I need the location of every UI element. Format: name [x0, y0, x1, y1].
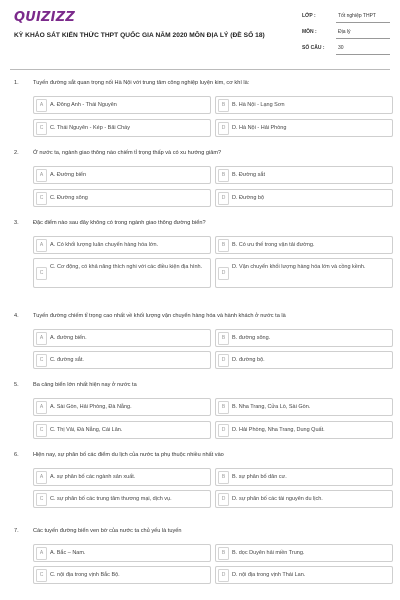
option-text: C. Thị Vải, Đà Nẵng, Cái Lân.: [50, 427, 123, 433]
option-text: A. Bắc – Nam.: [50, 550, 86, 556]
option-a[interactable]: [33, 398, 211, 416]
meta-underline: [336, 54, 390, 55]
option-letter: C: [36, 122, 47, 135]
option-letter: B: [218, 471, 229, 484]
option-letter: B: [218, 332, 229, 345]
meta-underline: [336, 38, 390, 39]
option-letter: D: [218, 569, 229, 582]
question-text: Tuyến đường sắt quan trọng nối Hà Nội với trung tâm công nghiệp luyện kim, cơ khí là:: [33, 80, 250, 86]
option-c[interactable]: [33, 351, 211, 369]
option-b[interactable]: [215, 96, 393, 114]
option-d[interactable]: [215, 119, 393, 137]
option-b[interactable]: [215, 166, 393, 184]
worksheet-title: KỲ KHẢO SÁT KIẾN THỨC THPT QUỐC GIA NĂM 2020 MÔN ĐỊA LÝ (ĐỀ SỐ 18): [14, 32, 265, 39]
option-a[interactable]: [33, 236, 211, 254]
question-number: 6.: [14, 452, 19, 458]
question-text: Ở nước ta, ngành giao thông nào chiếm tỉ trọng thấp và có xu hướng giảm?: [33, 150, 222, 156]
question-number: 4.: [14, 313, 19, 319]
option-a[interactable]: [33, 329, 211, 347]
option-a[interactable]: [33, 544, 211, 562]
question-number: 3.: [14, 220, 19, 226]
option-a[interactable]: [33, 96, 211, 114]
option-letter: B: [218, 99, 229, 112]
option-text: C. đường sắt.: [50, 357, 84, 363]
option-text: B. Có ưu thế trong vận tải đường.: [232, 242, 315, 248]
meta-value: 30: [338, 45, 344, 51]
meta-label: SỐ CÂU :: [302, 45, 325, 51]
question-number: 2.: [14, 150, 19, 156]
worksheet-meta: [302, 13, 390, 61]
meta-row-subject: [302, 29, 390, 45]
option-text: D. Hải Phòng, Nha Trang, Dung Quất.: [232, 427, 325, 433]
option-letter: A: [36, 401, 47, 414]
meta-row-question-count: [302, 45, 390, 61]
option-letter: A: [36, 547, 47, 560]
option-text: D. nội địa trong vịnh Thái Lan.: [232, 572, 306, 578]
option-b[interactable]: [215, 329, 393, 347]
option-b[interactable]: [215, 398, 393, 416]
option-letter: D: [218, 122, 229, 135]
option-text: C. Thái Nguyên - Kép - Bãi Cháy: [50, 125, 130, 131]
option-text: A. Sài Gòn, Hải Phòng, Đà Nẵng.: [50, 404, 132, 410]
option-text: B. sự phân bố dân cư.: [232, 474, 287, 480]
quizizz-logo: QUIZIZZ: [14, 10, 75, 25]
option-text: A. Đường biển: [50, 172, 87, 178]
option-letter: D: [218, 192, 229, 205]
option-b[interactable]: [215, 544, 393, 562]
option-d[interactable]: [215, 189, 393, 207]
option-b[interactable]: [215, 236, 393, 254]
option-text: C. sự phân bố các trung tâm thương mại, dịch vụ.: [50, 496, 172, 502]
meta-label: LỚP :: [302, 13, 316, 19]
meta-row-class: [302, 13, 390, 29]
option-letter: C: [36, 424, 47, 437]
question-number: 5.: [14, 382, 19, 388]
option-letter: B: [218, 239, 229, 252]
option-a[interactable]: [33, 166, 211, 184]
option-text: D. Hà Nội - Hải Phòng: [232, 125, 287, 131]
option-d[interactable]: [215, 421, 393, 439]
option-letter: A: [36, 169, 47, 182]
question-text: Tuyến đường chiếm tỉ trọng cao nhất về khối lượng vận chuyển hàng hóa và hành khách ở nước ta là: [33, 313, 286, 319]
meta-value: Địa lý: [338, 29, 351, 35]
option-letter: C: [36, 569, 47, 582]
option-letter: C: [36, 192, 47, 205]
option-b[interactable]: [215, 468, 393, 486]
meta-underline: [336, 22, 390, 23]
option-text: D. sự phân bố các tài nguyên du lịch.: [232, 496, 323, 502]
option-letter: B: [218, 547, 229, 560]
option-d[interactable]: [215, 566, 393, 584]
option-letter: C: [36, 354, 47, 367]
option-text: D. Vận chuyển khối lượng hàng hóa lớn và cồng kềnh.: [232, 264, 366, 270]
question-number: 1.: [14, 80, 19, 86]
option-text: B. dọc Duyên hải miền Trung.: [232, 550, 305, 556]
option-text: D. Đường bộ: [232, 195, 265, 201]
option-text: D. đường bộ.: [232, 357, 265, 363]
option-letter: D: [218, 354, 229, 367]
option-a[interactable]: [33, 468, 211, 486]
option-text: B. đường sông.: [232, 335, 271, 341]
meta-label: MÔN :: [302, 29, 317, 35]
option-letter: D: [218, 267, 229, 280]
question-text: Đặc điểm nào sau đây không có trong ngành giao thông đường biển?: [33, 220, 206, 226]
question-text: Các tuyến đường biển ven bờ của nước ta chủ yếu là tuyến: [33, 528, 182, 534]
option-letter: B: [218, 401, 229, 414]
option-letter: A: [36, 332, 47, 345]
option-text: A. Có khối lượng luân chuyển hàng hóa lớn.: [50, 242, 159, 248]
option-text: A. sự phân bố các ngành sản xuất.: [50, 474, 136, 480]
option-d[interactable]: [215, 258, 393, 288]
option-d[interactable]: [215, 490, 393, 508]
option-letter: D: [218, 493, 229, 506]
option-c[interactable]: [33, 566, 211, 584]
option-letter: B: [218, 169, 229, 182]
option-letter: D: [218, 424, 229, 437]
option-text: A. đường biển.: [50, 335, 87, 341]
option-letter: C: [36, 493, 47, 506]
option-text: B. Nha Trang, Cửa Lò, Sài Gòn.: [232, 404, 311, 410]
option-c[interactable]: [33, 258, 211, 288]
option-letter: A: [36, 99, 47, 112]
option-text: C. Cơ động, có khả năng thích nghi với các điều kiện địa hình.: [50, 264, 203, 270]
option-c[interactable]: [33, 490, 211, 508]
question-text: Hiện nay, sự phân bố các điểm du lịch của nước ta phụ thuộc nhiều nhất vào: [33, 452, 224, 458]
option-letter: C: [36, 267, 47, 280]
option-d[interactable]: [215, 351, 393, 369]
option-text: A. Đông Anh - Thái Nguyên: [50, 102, 117, 108]
option-text: B. Đường sắt: [232, 172, 265, 178]
header-divider: [10, 69, 390, 70]
option-c[interactable]: [33, 119, 211, 137]
option-letter: A: [36, 471, 47, 484]
option-text: C. nội địa trong vịnh Bắc Bộ.: [50, 572, 120, 578]
meta-value: Tốt nghiệp THPT: [338, 13, 376, 19]
option-c[interactable]: [33, 189, 211, 207]
option-c[interactable]: [33, 421, 211, 439]
question-text: Ba cảng biển lớn nhất hiện nay ở nước ta: [33, 382, 137, 388]
option-letter: A: [36, 239, 47, 252]
option-text: B. Hà Nội - Lạng Sơn: [232, 102, 285, 108]
question-number: 7.: [14, 528, 19, 534]
option-text: C. Đường sông: [50, 195, 88, 201]
